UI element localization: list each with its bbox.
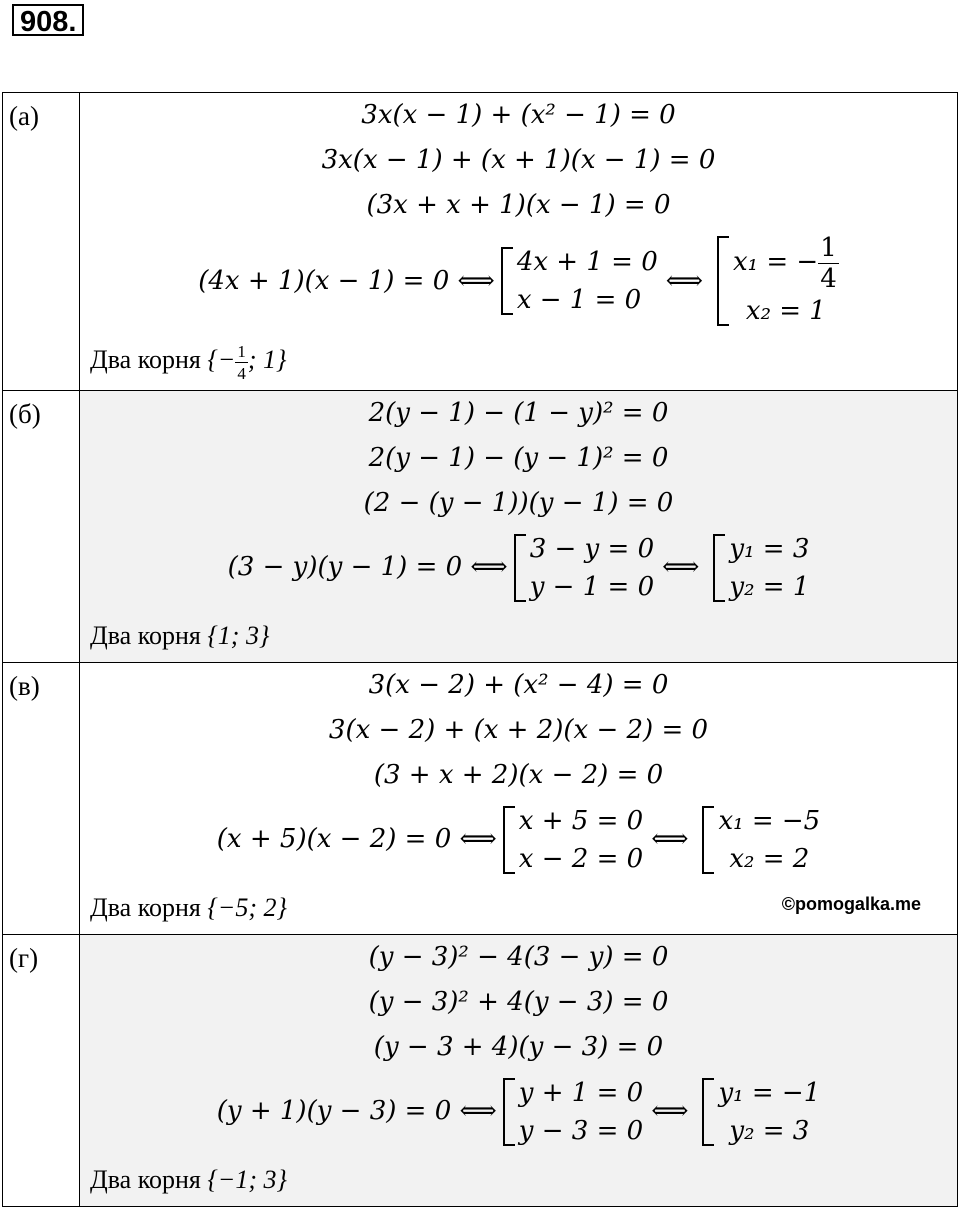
factored-equation: (y + 1)(y − 3) = 0 ⟺	[216, 1096, 497, 1127]
part-body	[80, 662, 958, 934]
root: x₁ = − $\frac{1}{4}$	[733, 232, 837, 294]
system-eq: x − 2 = 0	[518, 843, 644, 874]
part-a-row	[3, 93, 958, 391]
equation-line: 3x(x − 1) + (x² − 1) = 0	[361, 100, 676, 130]
part-v-row	[3, 662, 958, 934]
part-g-row	[3, 934, 958, 1206]
root: x₂ = 1	[745, 296, 826, 326]
equation-line: (2 − (y − 1))(y − 1) = 0	[363, 487, 674, 518]
factored-line	[80, 1070, 957, 1154]
root: x₂ = 2	[729, 843, 810, 874]
factored-line	[80, 798, 957, 882]
solution-table	[2, 92, 958, 1207]
system-eq: x − 1 = 0	[516, 285, 642, 315]
equivalence-sign: ⟺	[651, 1096, 689, 1127]
equivalence-sign: ⟺	[662, 552, 700, 583]
system-bracket	[497, 1074, 643, 1150]
factored-equation: (3 − y)(y − 1) = 0 ⟺	[227, 552, 508, 583]
part-label: (б)	[3, 390, 80, 662]
answer: Два корня {1; 3}	[90, 620, 270, 650]
root: y₂ = 3	[729, 1115, 810, 1146]
system-eq: 4x + 1 = 0	[516, 247, 658, 277]
factored-line	[80, 526, 957, 610]
system-bracket	[497, 802, 643, 878]
factored-equation: (x + 5)(x − 2) = 0 ⟺	[216, 824, 497, 855]
system-eq: 3 − y = 0	[529, 533, 655, 564]
equation-line: (3 + x + 2)(x − 2) = 0	[373, 759, 664, 790]
part-body	[80, 934, 958, 1206]
equation-line: 2(y − 1) − (y − 1)² = 0	[368, 442, 669, 473]
equivalence-sign: ⟺	[665, 265, 704, 296]
equation-line: (y − 3 + 4)(y − 3) = 0	[373, 1031, 664, 1062]
root: y₁ = 3	[729, 533, 810, 564]
answer: Два корня {−5; 2} ©pomogalka.me	[80, 882, 957, 934]
system-bracket	[495, 243, 658, 319]
system-bracket	[508, 530, 654, 606]
answer: Два корня {−1; 3}	[90, 1164, 287, 1194]
roots-bracket	[696, 1074, 820, 1150]
factored-equation: (4x + 1)(x − 1) = 0 ⟺	[198, 265, 495, 296]
root: y₁ = −1	[718, 1077, 821, 1108]
part-label: (в)	[3, 662, 80, 934]
part-body	[80, 93, 958, 391]
equation-line: (y − 3)² + 4(y − 3) = 0	[368, 986, 669, 1017]
system-eq: y − 3 = 0	[518, 1115, 644, 1146]
part-body	[80, 390, 958, 662]
root: y₂ = 1	[729, 571, 810, 602]
factored-line	[80, 228, 957, 334]
system-eq: y + 1 = 0	[518, 1077, 644, 1108]
system-eq: y − 1 = 0	[529, 571, 655, 602]
equivalence-sign: ⟺	[651, 824, 689, 855]
equation-line: 3(x − 2) + (x + 2)(x − 2) = 0	[328, 714, 709, 745]
root: x₁ = −5	[718, 805, 821, 836]
equation-line: (y − 3)² − 4(3 − y) = 0	[368, 941, 669, 972]
watermark: ©pomogalka.me	[781, 893, 921, 914]
equation-line: 3x(x − 1) + (x + 1)(x − 1) = 0	[321, 145, 716, 175]
system-eq: x + 5 = 0	[518, 805, 644, 836]
part-label: (г)	[3, 934, 80, 1206]
equation-line: 2(y − 1) − (1 − y)² = 0	[368, 397, 669, 428]
roots-bracket	[711, 232, 839, 330]
roots-bracket	[696, 802, 820, 878]
answer: Два корня {− $\frac{1}{4}$ ; 1}	[90, 341, 287, 383]
equation-line: 3(x − 2) + (x² − 4) = 0	[368, 669, 669, 700]
roots-bracket	[707, 530, 809, 606]
equation-line: (3x + x + 1)(x − 1) = 0	[366, 190, 671, 220]
task-number: 908.	[12, 4, 84, 36]
part-label: (а)	[3, 93, 80, 391]
part-b-row	[3, 390, 958, 662]
